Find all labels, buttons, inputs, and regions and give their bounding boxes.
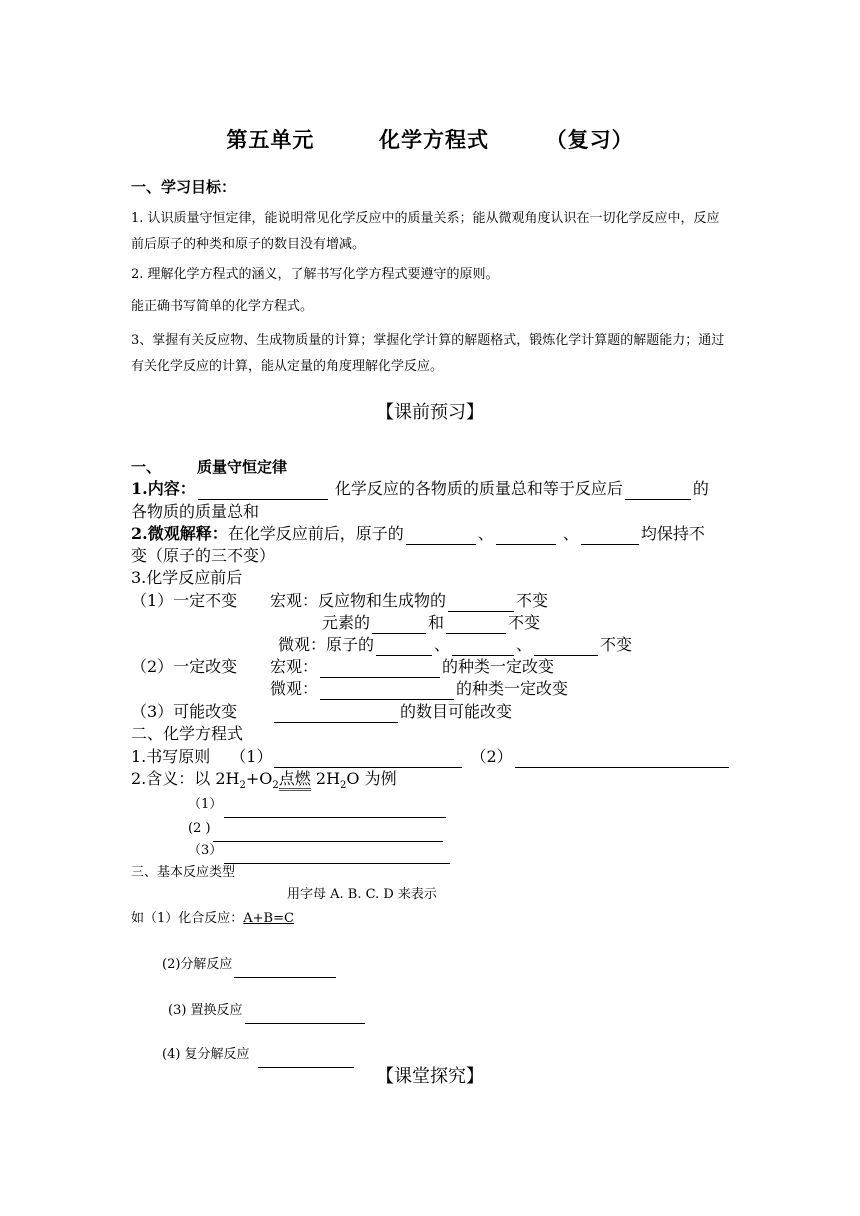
micro-text: 在化学反应前后，原子的 — [227, 524, 404, 543]
meaning-3-label: （3） — [188, 843, 223, 858]
c1-macro: 宏观：反应物和生成物的 — [270, 591, 447, 610]
example-text: O 为例 — [346, 769, 397, 788]
r1-line — [131, 906, 294, 932]
micro-blank-2[interactable] — [496, 527, 556, 545]
c2-micro-end: 的种类一定改变 — [456, 679, 569, 698]
c1-micro-blank-1[interactable] — [376, 638, 432, 656]
micro-label: 2.微观解释： — [131, 524, 228, 543]
principle-2-label: （2） — [470, 747, 513, 766]
micro-line — [131, 523, 705, 545]
content-blank-1[interactable] — [198, 482, 328, 500]
c1-micro-blank-3[interactable] — [534, 638, 598, 656]
c1-elem-blank-2[interactable] — [446, 616, 506, 634]
micro-end: 均保持不 — [640, 524, 705, 543]
title-review: （复习） — [545, 128, 634, 152]
c1-elem-blank-1[interactable] — [372, 616, 426, 634]
section-1-title: 质量守恒定律 — [197, 458, 288, 476]
r2-blank[interactable] — [234, 963, 336, 978]
c1-micro-sep-2: 、 — [516, 635, 533, 654]
goal-1: 1. 认识质量守恒定律，能说明常见化学反应中的质量关系；能从微观角度认识在一切化学反应中，反应前后原子的种类和原子的数目没有增减。 — [131, 211, 720, 252]
principle-blank-1[interactable] — [274, 750, 462, 768]
c2-macro-blank[interactable] — [320, 660, 440, 678]
c1-macro-line — [270, 590, 548, 612]
c3-end: 的数目可能改变 — [400, 702, 513, 721]
meaning-1-label: （1） — [188, 797, 223, 812]
meaning-2-label: (2 ) — [188, 821, 211, 836]
c3-blank[interactable] — [274, 705, 398, 723]
c1-micro-sep-1: 、 — [434, 635, 451, 654]
micro-blank-3[interactable] — [581, 527, 639, 545]
r3-line — [168, 998, 367, 1024]
r1-equation: A+B=C — [243, 911, 294, 926]
before-after: 3.化学反应前后 — [131, 568, 243, 587]
c1-micro-line — [278, 634, 632, 656]
section-3-heading: 三、基本反应类型 — [131, 865, 236, 880]
principle-label: 1.书写原则 — [131, 747, 211, 766]
subscript-3: 2 — [340, 780, 347, 792]
content-end: 的 — [692, 479, 709, 498]
micro-line-2: 变（原子的三不变） — [131, 546, 276, 565]
micro-blank-1[interactable] — [406, 527, 476, 545]
letters-hint: 用字母 A. B. C. D 来表示 — [287, 887, 437, 902]
c2-macro-end: 的种类一定改变 — [442, 657, 555, 676]
page-title — [0, 124, 860, 154]
c1-elem: 元素的 — [322, 613, 371, 632]
c1-elem-end: 不变 — [508, 613, 541, 632]
principle-blank-2[interactable] — [515, 750, 729, 768]
principle-line — [131, 746, 731, 768]
c1-elem-and: 和 — [428, 613, 445, 632]
c1-micro-blank-2[interactable] — [452, 638, 514, 656]
r2-label: (2)分解反应 — [162, 957, 233, 972]
section-2-heading: 二、化学方程式 — [131, 724, 244, 743]
goal-3: 3、掌握有关反应物、生成物质量的计算；掌握化学计算的解题格式，锻炼化学计算题的解题能力；通过有关化学反应的计算，能从定量的角度理解化学反应。 — [131, 333, 725, 374]
meaning-label: 2.含义：以 2H — [131, 769, 240, 788]
title-unit: 第五单元 — [226, 128, 315, 152]
r2-line — [162, 952, 338, 978]
content-blank-2[interactable] — [625, 482, 691, 500]
c1-elem-line — [322, 612, 540, 634]
content-line — [131, 478, 709, 500]
meaning-3-blank[interactable] — [224, 849, 450, 864]
principle-1-label: （1） — [230, 747, 273, 766]
meaning-1-line — [188, 792, 448, 818]
content-line-2: 各物质的质量总和 — [131, 502, 260, 521]
subscript-1: 2 — [239, 780, 246, 792]
c1-label: （1）一定不变 — [131, 591, 238, 610]
c2-macro: 宏观： — [270, 657, 319, 676]
c2-micro-blank[interactable] — [320, 682, 454, 700]
equation-product: 2H — [315, 769, 341, 788]
equation-plus: +O — [245, 769, 273, 788]
c1-macro-blank[interactable] — [448, 594, 514, 612]
goal-2b: 能正确书写简单的化学方程式。 — [131, 299, 314, 314]
c1-micro: 微观：原子的 — [278, 635, 375, 654]
content-text: 化学反应的各物质的质量总和等于反应后 — [334, 479, 623, 498]
section-1-heading — [131, 456, 287, 477]
c2-micro: 微观： — [270, 679, 319, 698]
micro-sep-2: 、 — [562, 524, 579, 543]
c3-line — [272, 701, 512, 723]
class-heading: 【课堂探究】 — [376, 1066, 484, 1087]
c1-micro-end: 不变 — [600, 635, 633, 654]
goal-2: 2. 理解化学方程式的涵义，了解书写化学方程式要遵守的原则。 — [131, 267, 499, 282]
c3-label: （3）可能改变 — [131, 702, 238, 721]
content-label: 1.内容： — [131, 479, 196, 498]
r4-label: (4) 复分解反应 — [162, 1047, 250, 1062]
goals-heading: 一、学习目标： — [131, 178, 237, 196]
ignite-condition: 点燃 — [279, 769, 311, 791]
subscript-2: 2 — [272, 780, 279, 792]
section-1-number: 一、 — [131, 458, 162, 476]
preview-heading: 【课前预习】 — [376, 402, 484, 423]
r3-label: (3) 置换反应 — [168, 1003, 243, 1018]
c1-macro-end: 不变 — [516, 591, 549, 610]
c2-macro-line — [270, 656, 554, 678]
r1-label: 如（1）化合反应： — [131, 911, 244, 926]
r3-blank[interactable] — [245, 1009, 365, 1024]
c2-micro-line — [270, 678, 568, 700]
title-topic: 化学方程式 — [379, 128, 489, 152]
micro-sep-1: 、 — [477, 524, 494, 543]
c2-label: （2）一定改变 — [131, 657, 238, 676]
